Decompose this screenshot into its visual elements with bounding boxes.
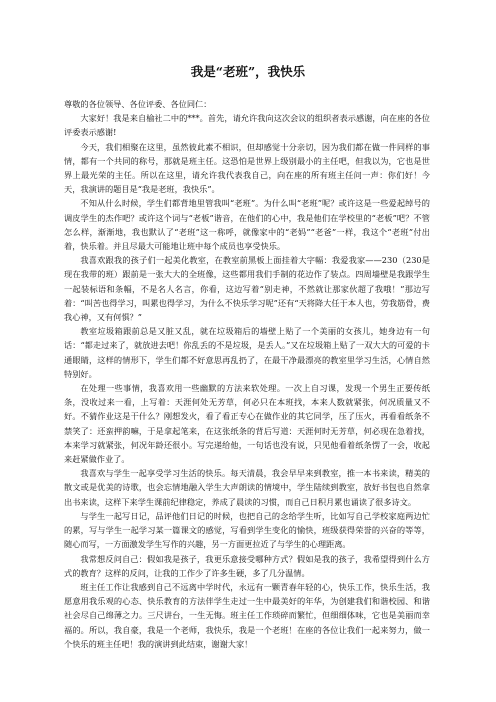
document-title: 我是“老班”，我快乐 xyxy=(190,64,306,79)
paragraph: 班主任工作让我感到自己不远离中学时代，永远有一颗青春年轻的心，快乐工作，快乐生活，我愿意用我乐观的心态、快乐教育的方法伴学生走过一生中最美好的年华，为创建我们和谐校园、和谐社会尽自己绵薄之力。三尺讲台，一生无悔。班主任工作琐碎而繁忙，但细细体味，它也是美丽而幸福的。所以，我自豪，我是一个老师，我快乐，我是一个老班！在座的各位让我们一起来努力，做一个快乐的班主任吧！我的演讲到此结束，谢谢大家！ xyxy=(64,581,430,649)
paragraph: 今天，我们相聚在这里，虽然彼此素不相识，但却感觉十分亲切，因为我们都在做一件同样的事情，都有一个共同的称号，那就是班主任。这恐怕是世界上级别最小的主任吧，但我以为，它也是世界上最光荣的主任。所以在这里，请允许我代表我自己，向在座的所有班主任问一声：你们好！今天，我演讲的题目是“我是老班，我快乐”。 xyxy=(64,141,430,195)
document-body xyxy=(64,97,430,651)
paragraph: 我常想反问自己：假如我是孩子，我更乐意接受哪种方式？假如是我的孩子，我希望得到什么方式的教育？这样的反问，让我的工作少了许多生硬，多了几分温情。 xyxy=(64,553,430,578)
salutation: 尊敬的各位领导、各位评委、各位同仁： xyxy=(64,99,212,109)
paragraph: 我喜欢跟我的孩子们一起美化教室，在教室前黑板上面挂着大字幅：我爱我家——230（230是现在我带的班）跟前是一张大大的全班像，这些都用我们手制的花边作了装点。四周墙壁是我跟学生一起装标语和条幅，不是名人名言，你看，这边写着“别走神，不然就让那家伙超了我哦！”那边写着：“叫苦也得学习，叫累也得学习，为什么不快乐学习呢”还有“天将降大任于本人也，劳我筋骨，费我心神，又有何惧？” xyxy=(64,255,430,323)
paragraph: 我喜欢与学生一起享受学习生活的快乐。每天清晨，我会早早来到教室，推一本书来读，精美的散文或是优美的诗歌，也会忘情地融入学生大声朗读的情境中，学生陆续到教室，放好书包也自然拿出书来读，这样下来学生课前纪律稳定，养成了晨读的习惯，而自己日积月累也诵读了很多诗文。 xyxy=(64,468,430,507)
paragraph: 与学生一起写日记，品评他们日记的时候，也把自己的念给学生听，比如写自己学校家庭两边忙的累，写与学生一起学习某一篇课文的感觉，写看到学生变化的愉快，班级获得荣誉的兴奋的等等，随心而写，一方面激发学生写作的兴趣，另一方面更拉近了与学生的心理距离。 xyxy=(64,510,430,550)
paragraph: 大家好！我是来自榆社二中的***。首先，请允许我向这次会议的组织者表示感谢，向在座的各位评委表示感谢! xyxy=(64,113,430,138)
paragraph: 教室垃圾箱跟前总是又脏又乱，就在垃圾箱后的墙壁上贴了一个美丽的女孩儿，她身边有一句话：“都走过来了，就放进去吧！你乱丢的不是垃圾，是丢人。”又在垃圾箱上贴了一双大大的可爱的卡通眼睛，这样的情形下，学生们都不好意思再乱扔了，在最干净最漂亮的教室里学习生活，心情自然特别好。 xyxy=(64,326,430,379)
paragraph: 在处理一些事情，我喜欢用一些幽默的方法来软处理。一次上自习课，发现一个男生正要传纸条，没收过来一看，上写着：天涯何处无芳草，何必只在本班找，本来人数就紧张，何况质量又不好。不猜作业这是干什么？刚想发火，看了看正专心在做作业的其它同学，压了压火，再看看纸条不禁笑了：还蛮押韵嘛，于是拿起笔来，在这张纸条的背后写道：天涯何时无芳草，何必现在急着找，本来学习就紧张，何况年龄还很小。写完递给他，一句话也没有说，只见他看着纸条愣了一会，收起来赶紧做作业了。 xyxy=(64,383,430,465)
paragraph: 不知从什么时候，学生们都背地里管我叫“老班”。为什么叫“老班”呢？或许这是一些爱起绰号的调皮学生的杰作吧？或许这个词与“老板”谐音，在他们的心中，我是他们在学校里的“老板”吧？不管怎么样，渐渐地，我也默认了“老班”这一称呼，就像家中的“老妈”“老爸”一样，我这个“老班”付出着，快乐着。并且尽最大可能地让班中每个成员也享受快乐。 xyxy=(64,198,430,252)
